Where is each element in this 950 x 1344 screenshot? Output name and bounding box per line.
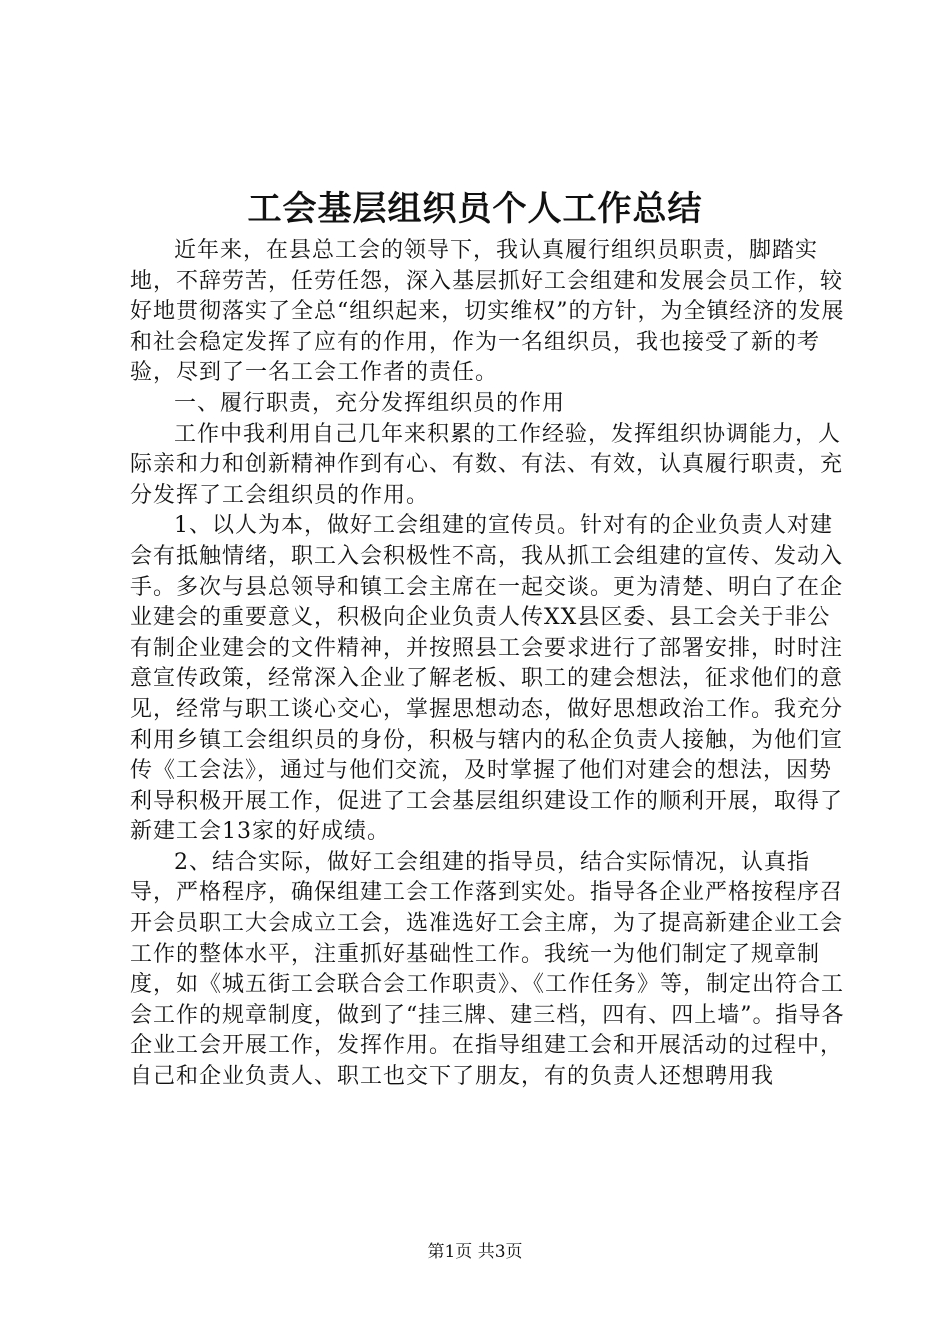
document-body bbox=[130, 236, 850, 1093]
paragraph-item-2: 2、结合实际，做好工会组建的指导员，结合实际情况，认真指导，严格程序，确保组建工会工作落到实处。指导各企业严格按程序召开会员职工大会成立工会，选准选好工会主席，为了提高新建企业工会工作的整体水平，注重抓好基础性工作。我统一为他们制定了规章制度，如《城五街工会联合会工作职责》、《工作任务》等，制定出符合工会工作的规章制度，做到了“挂三牌、建三档，四有、四上墙”。指导各企业工会开展工作，发挥作用。在指导组建工会和开展活动的过程中，自己和企业负责人、职工也交下了朋友，有的负责人还想聘用我 bbox=[130, 849, 845, 1090]
section-heading-1: 一、履行职责，充分发挥组织员的作用 bbox=[174, 390, 566, 416]
paragraph-intro: 近年来，在县总工会的领导下，我认真履行组织员职责，脚踏实地，不辞劳苦，任劳任怨，深入基层抓好工会组建和发展会员工作，较好地贯彻落实了全总“组织起来，切实维权”的方针，为全镇经济的发展和社会稳定发挥了应有的作用，作为一名组织员，我也接受了新的考验，尽到了一名工会工作者的责任。 bbox=[130, 238, 845, 386]
paragraph-item-1: 1、以人为本，做好工会组建的宣传员。针对有的企业负责人对建会有抵触情绪，职工入会积极性不高，我从抓工会组建的宣传、发动入手。多次与县总领导和镇工会主席在一起交谈。更为清楚、明白了在企业建会的重要意义，积极向企业负责人传XX县区委、县工会关于非公有制企业建会的文件精神，并按照县工会要求进行了部署安排，时时注意宣传政策，经常深入企业了解老板、职工的建会想法，征求他们的意见，经常与职工谈心交心，掌握思想动态，做好思想政治工作。我充分利用乡镇工会组织员的身份，积极与辖内的私企负责人接触，为他们宣传《工会法》，通过与他们交流，及时掌握了他们对建会的想法，因势利导积极开展工作，促进了工会基层组织建设工作的顺利开展，取得了新建工会13家的好成绩。 bbox=[130, 513, 844, 845]
paragraph-section-1: 工作中我利用自己几年来积累的工作经验，发挥组织协调能力，人际亲和力和创新精神作到有心、有数、有法、有效，认真履行职责，充分发挥了工会组织员的作用。 bbox=[130, 421, 844, 508]
page-number-footer: 第1页 共3页 bbox=[427, 1242, 523, 1262]
document-title: 工会基层组织员个人工作总结 bbox=[247, 189, 703, 229]
